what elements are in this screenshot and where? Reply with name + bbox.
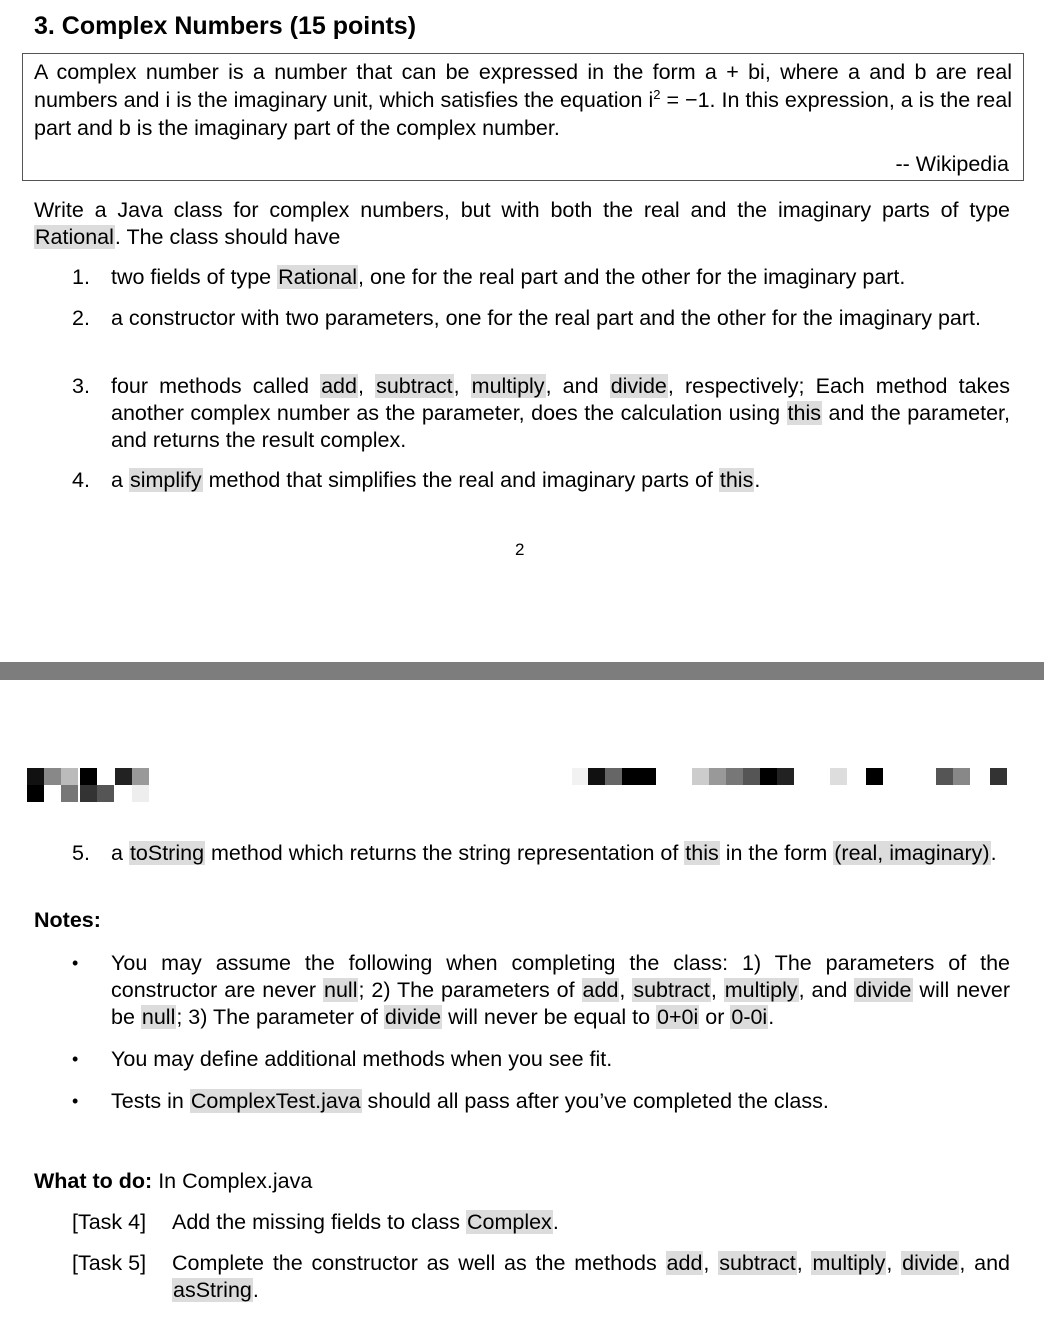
page-number: 2 (515, 540, 525, 559)
list-item-1: 1. two fields of type Rational, one for the real part and the other for the imaginary part. (72, 265, 906, 289)
notes-bullet-1: • You may assume the following when completing the class: 1) The parameters of the constructor are never null; 2) The parameters of add, subtract, multiply, and divide will never be null; 3) The parameter of divide will never be equal to 0+0i or 0-0i. (72, 951, 1010, 1029)
quote-text: A complex number is a number that can be expressed in the form a + bi, where a and b are real numbers and i is the imaginary unit, which satisfies the equation $i^2 = -1$. In this expression, a is the real part and b is the imaginary part of the complex number. (34, 60, 1012, 140)
wikipedia-quote-box (22, 53, 1024, 181)
notes-bullet-3: • Tests in ComplexTest.java should all pass after you’ve completed the class. (72, 1089, 829, 1113)
notes-heading: Notes: (34, 908, 101, 932)
page-divider (0, 662, 1044, 680)
task-4: [Task 4] Add the missing fields to class Complex. (72, 1210, 559, 1234)
quote-source: -- Wikipedia (895, 152, 1009, 176)
list-item-3: 3. four methods called add, subtract, multiply, and divide, respectively; Each method takes another complex number as the parameter, does the calculation using this and the parameter, and returns the result complex. (72, 374, 1010, 452)
what-to-do: What to do: In Complex.java (34, 1169, 313, 1193)
list-item-5: 5. a toString method which returns the string representation of this in the form (real, imaginary). (72, 841, 997, 865)
intro-paragraph: Write a Java class for complex numbers, but with both the real and the imaginary parts of type Rational. The class should have (34, 198, 1010, 249)
bullet-icon: • (72, 953, 79, 973)
notes-bullet-2: • You may define additional methods when you see fit. (72, 1047, 613, 1071)
section-title: 3. Complex Numbers (15 points) (34, 12, 417, 40)
bullet-icon: • (72, 1091, 79, 1111)
list-item-2: 2. a constructor with two parameters, one for the real part and the other for the imaginary part. (72, 306, 981, 330)
task-5: [Task 5] Complete the constructor as well as the methods add, subtract, multiply, divide, and asString. (72, 1251, 1011, 1302)
list-item-4: 4. a simplify method that simplifies the real and imaginary parts of this. (72, 468, 761, 492)
bullet-icon: • (72, 1049, 79, 1069)
